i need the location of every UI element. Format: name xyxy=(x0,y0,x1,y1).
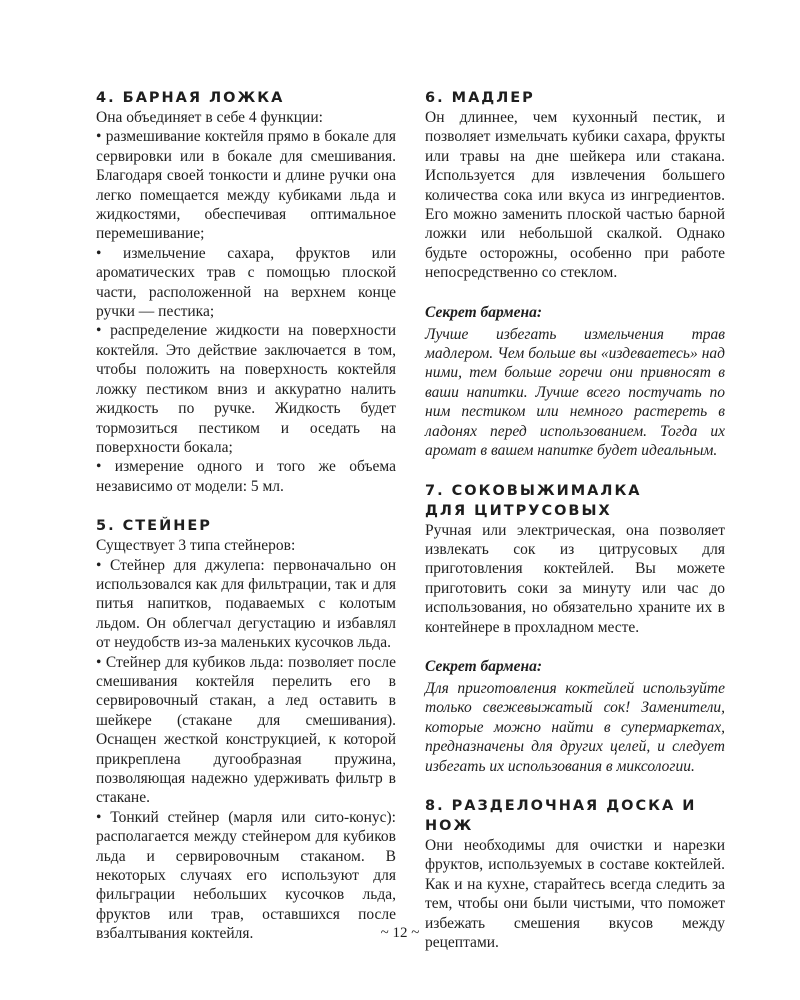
bartender-secret xyxy=(425,303,725,461)
section-title: 8. РАЗДЕЛОЧНАЯ ДОСКА И НОЖ xyxy=(425,797,697,834)
secret-text: Для приготовления коктейлей используйте только свежевыжатый сок! Заменители, которые можно найти в супермаркетах, предназначены для других целей, и следует избегать их использования в миксологии. xyxy=(425,679,725,775)
list-item: • измерение одного и того же объема независимо от модели: 5 мл. xyxy=(96,457,396,496)
list-item: • Стейнер для кубиков льда: позволяет после смешивания коктейля перелить его в сервировочный стакан, а лед оставить в шейкере (стакане для смешивания). Оснащен жесткой конструкцией, к которой прикреплена дугообразная пружина, позволяющая надежно удерживать фильтр в стакане. xyxy=(96,653,396,808)
list-item: • измельчение сахара, фруктов или ароматических трав с помощью плоской части, расположенной на верхнем конце ручки — пестика; xyxy=(96,244,396,322)
list-item: • распределение жидкости на поверхности коктейля. Это действие заключается в том, чтобы положить на поверхность коктейля ложку пестиком вниз и аккуратно налить жидкость по ручке. Жидкость будет тормозиться пестиком и оседать на поверхности бокала; xyxy=(96,321,396,457)
section-citrus-juicer xyxy=(425,481,725,637)
section-muddler xyxy=(425,88,725,283)
section-title: 5. СТЕЙНЕР xyxy=(96,518,212,535)
title-line: ДЛЯ ЦИТРУСОВЫХ xyxy=(425,502,612,519)
section-title: 6. МАДЛЕР xyxy=(425,90,535,106)
section-intro: Существует 3 типа стейнеров: xyxy=(96,537,296,555)
section-text: Он длиннее, чем кухонный пестик, и позволяет измельчать кубики сахара, фрукты или травы на дне шейкера или стакана. Используется для извлечения большего количества сока или вкуса из ингредиентов. Его можно заменить плоской частью барной ложки или небольшой скалкой. Однако будьте осторожны, особенно при работе непосредственно со стеклом. xyxy=(425,109,725,282)
list-item: • Тонкий стейнер (марля или сито-конус): располагается между стейнером для кубиков льда и сервировочным стаканом. В некоторых случаях его используют для фильграции небольших кусочков льда, фруктов или трав, оставшихся после взбалтывания коктейля. xyxy=(96,808,396,944)
section-text: Они необходимы для очистки и нарезки фруктов, используемых в составе коктейлей. Как и на кухне, старайтесь всегда следить за тем, чтобы они были чистыми, что поможет избежать смешения вкусов между рецептами. xyxy=(425,836,725,951)
list-item: • Стейнер для джулепа: первоначально он использовался как для фильтрации, так и для питья напитков, подаваемых с колотым льдом. Он облегчал дегустацию и избавлял от неудобств из-за маленьких кусочков льда. xyxy=(96,556,396,653)
page-number: ~ 12 ~ xyxy=(380,925,420,941)
section-bar-spoon xyxy=(96,88,396,496)
bartender-secret xyxy=(425,657,725,776)
secret-title: Секрет бармена: xyxy=(425,657,543,675)
section-title xyxy=(425,481,725,521)
section-title: 4. БАРНАЯ ЛОЖКА xyxy=(96,90,285,106)
section-intro: Она объединяет в себе 4 функции: xyxy=(96,109,323,126)
left-column xyxy=(96,88,396,964)
secret-title: Секрет бармена: xyxy=(425,303,543,321)
right-column xyxy=(425,88,725,972)
list-item: • размешивание коктейля прямо в бокале для сервировки или в бокале для смешивания. Благодаря своей тонкости и длине ручки она легко помещается между кубиками льда и жидкостями, обеспечивая оптимальное перемешивание; xyxy=(96,127,396,243)
section-text: Ручная или электрическая, она позволяет извлекать сок из цитрусовых для приготовления коктейлей. Вы можете приготовить соки за минуту или час до использования, но обязательно храните их в контейнере в прохладном месте. xyxy=(425,521,725,636)
section-strainer xyxy=(96,516,396,944)
secret-text: Лучше избегать измельчения трав мадлером. Чем больше вы «издеваетесь» над ними, тем больше горечи они привносят в ваши напитки. Лучше всего постучать по ним пестиком или немного растереть в ладонях перед использованием. Тогда их аромат в вашем напитке будет идеальным. xyxy=(425,325,725,460)
title-line: 7. СОКОВЫЖИМАЛКА xyxy=(425,482,642,499)
